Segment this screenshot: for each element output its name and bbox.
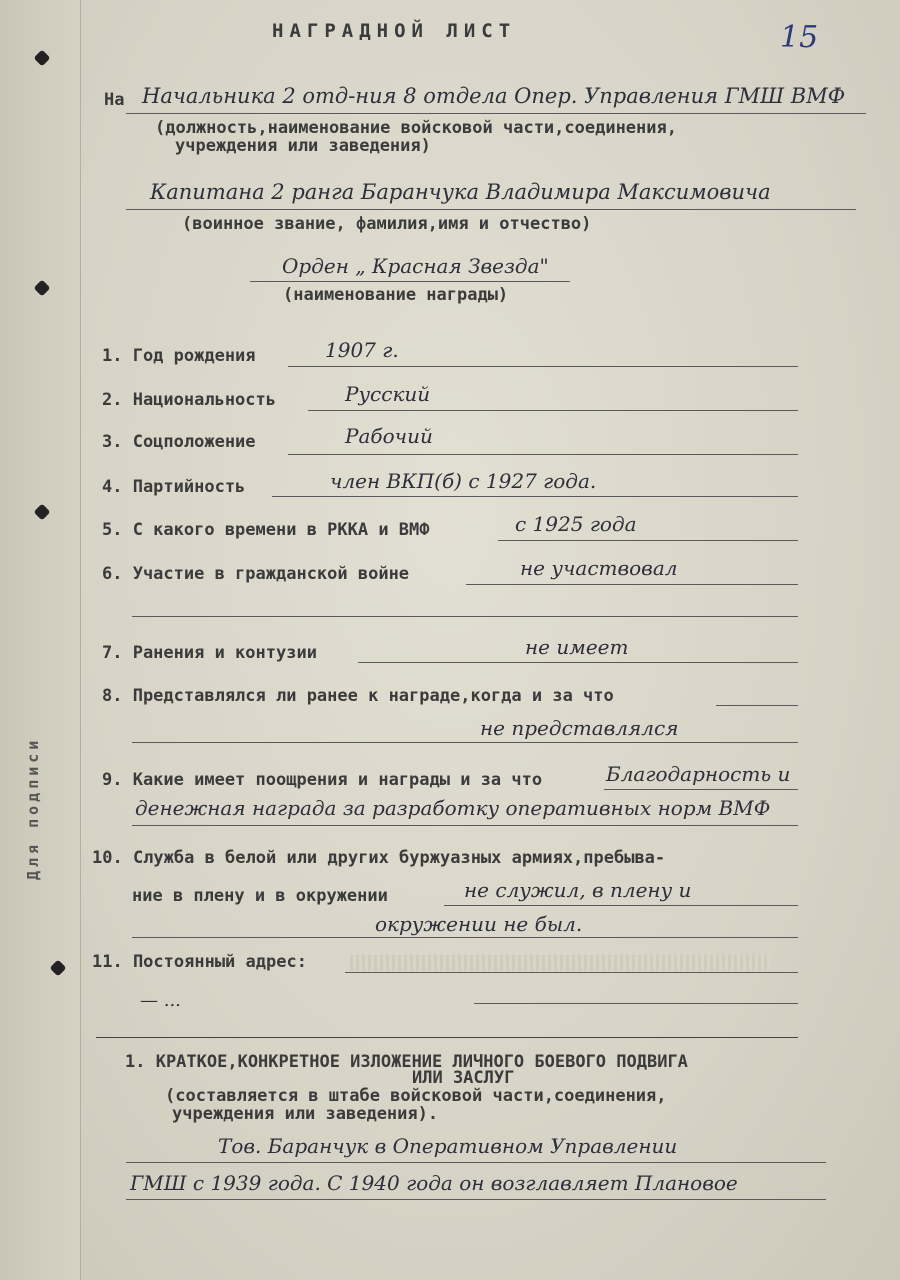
field-10-underline — [444, 905, 798, 906]
page-title: НАГРАДНОЙ ЛИСТ — [272, 20, 517, 42]
to-value: Начальника 2 отд-ния 8 отдела Опер. Управления ГМШ ВМФ — [142, 84, 846, 108]
summary-underline-1 — [126, 1162, 826, 1163]
rank-value: Капитана 2 ранга Баранчука Владимира Максимовича — [150, 180, 771, 204]
field-prior-award-label: 8. Представлялся ли ранее к награде,когда и за что — [102, 686, 614, 706]
field-civil-war-label: 6. Участие в гражданской войне — [102, 564, 410, 584]
field-10-underline-2 — [132, 937, 798, 938]
summary-caption-2: учреждения или заведения). — [172, 1104, 439, 1124]
margin-vertical-label: Для подписи — [24, 736, 42, 880]
field-3-underline — [288, 454, 798, 455]
field-awards-value-1: Благодарность и — [606, 762, 791, 786]
corner-mark: 15 — [780, 20, 819, 55]
field-awards-value-2: денежная награда за разработку оперативных норм ВМФ — [135, 796, 771, 820]
section-divider — [96, 1037, 798, 1038]
field-white-army-value-1: не служил, в плену и — [464, 878, 692, 902]
award-value: Орден „ Красная Звезда" — [282, 254, 549, 278]
field-wounds-label: 7. Ранения и контузии — [102, 643, 317, 663]
field-9-underline — [604, 789, 798, 790]
field-party-value: член ВКП(б) с 1927 года. — [330, 469, 597, 493]
field-white-army-label-2: ние в плену и в окружении — [132, 886, 388, 906]
summary-caption-1: (составляется в штабе войсковой части,соединения, — [165, 1086, 667, 1106]
summary-text-2: ГМШ с 1939 года. С 1940 года он возглавляет Плановое — [130, 1171, 738, 1195]
to-prefix: На — [104, 90, 125, 110]
field-service-since-label: 5. С какого времени в РККА и ВМФ — [102, 520, 430, 540]
field-address-value-2: — ... — [140, 990, 181, 1011]
rank-underline — [126, 209, 856, 210]
field-7-underline — [358, 662, 798, 663]
rank-caption: (воинное звание, фамилия,имя и отчество) — [182, 214, 592, 234]
field-5-underline — [498, 540, 798, 541]
field-address-label: 11. Постоянный адрес: — [92, 952, 307, 972]
field-6-underline — [466, 584, 798, 585]
field-birth-year-value: 1907 г. — [325, 338, 399, 362]
summary-heading-2: ИЛИ ЗАСЛУГ — [412, 1068, 515, 1088]
field-4-underline — [272, 496, 798, 497]
field-awards-label: 9. Какие имеет поощрения и награды и за что — [102, 770, 543, 790]
summary-underline-2 — [126, 1199, 826, 1200]
field-nationality-label: 2. Национальность — [102, 390, 276, 410]
field-service-since-value: с 1925 года — [515, 512, 637, 536]
field-social-value: Рабочий — [345, 424, 433, 448]
field-8-underline — [716, 705, 798, 706]
field-white-army-value-2: окружении не был. — [375, 912, 583, 936]
field-11-underline-2 — [474, 1003, 798, 1004]
field-11-underline — [345, 972, 798, 973]
to-underline — [126, 113, 866, 114]
fold-line — [80, 0, 81, 1280]
award-caption: (наименование награды) — [283, 285, 509, 305]
award-underline — [250, 281, 570, 282]
field-prior-award-value: не представлялся — [480, 716, 679, 740]
field-2-underline — [308, 410, 798, 411]
field-8-underline-2 — [132, 742, 798, 743]
to-caption-2: учреждения или заведения) — [175, 136, 431, 156]
field-1-underline — [288, 366, 798, 367]
field-white-army-label-1: 10. Служба в белой или других буржуазных армиях,пребыва- — [92, 848, 666, 868]
summary-heading-1: 1. КРАТКОЕ,КОНКРЕТНОЕ ИЗЛОЖЕНИЕ ЛИЧНОГО БОЕВОГО ПОДВИГА — [125, 1052, 688, 1072]
field-birth-year-label: 1. Год рождения — [102, 346, 256, 366]
field-civil-war-value: не участвовал — [520, 556, 678, 580]
field-nationality-value: Русский — [345, 382, 431, 406]
field-9-underline-2 — [132, 825, 798, 826]
field-wounds-value: не имеет — [525, 635, 629, 659]
address-redaction — [350, 955, 770, 971]
field-social-label: 3. Соцположение — [102, 432, 256, 452]
field-6-underline-2 — [132, 616, 798, 617]
field-party-label: 4. Партийность — [102, 477, 246, 497]
to-caption-1: (должность,наименование войсковой части,соединения, — [155, 118, 677, 138]
summary-text-1: Тов. Баранчук в Оперативном Управлении — [218, 1134, 678, 1158]
